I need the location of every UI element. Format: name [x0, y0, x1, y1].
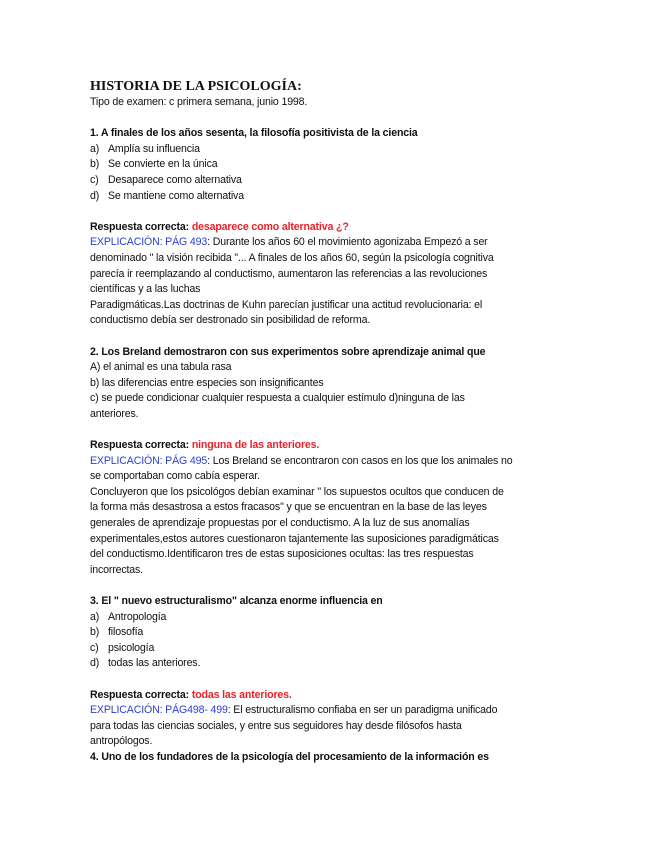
exam-subtitle: Tipo de examen: c primera semana, junio 1998.	[90, 96, 308, 108]
q3-option-a: a) Antropología	[90, 610, 167, 623]
q3-explanation-line: antropólogos.	[90, 735, 153, 748]
spacer	[90, 672, 540, 688]
q3-option-c: c) psicología	[90, 641, 155, 654]
q2-explanation-line: la forma más desastrosa a estos fracasos" y que se encuentran en la base de las leyes	[90, 501, 487, 514]
q2-explanation-line: incorrectas.	[90, 563, 143, 576]
q2-explanation-line: del conductismo.Identificaron tres de estas suposiciones ocultas: las tres respuestas	[90, 548, 474, 561]
q2-explanation-line: experimentales,estos autores cuestionaron tajantemente las suposiciones paradigmáticas	[90, 532, 499, 545]
question-4: 4. Uno de los fundadores de la psicología del procesamiento de la información es	[90, 750, 489, 763]
q1-option-d: d) Se mantiene como alternativa	[90, 189, 244, 202]
question-3: 3. El " nuevo estructuralismo" alcanza enorme influencia en	[90, 595, 383, 607]
q1-explanation-line: Paradigmáticas.Las doctrinas de Kuhn parecían justificar una actitud revolucionaria: el	[90, 298, 483, 311]
document-title: HISTORIA DE LA PSICOLOGÍA:	[90, 79, 302, 94]
q1-explanation-line: científicas y a las luchas	[90, 283, 201, 296]
spacer	[90, 111, 540, 127]
q2-explanation-line: generales de aprendizaje propuestas por el conductismo. A la luz de sus anomalías	[90, 517, 470, 530]
q2-option-d-cont: anteriores.	[90, 407, 139, 420]
q1-option-a: a) Amplía su influencia	[90, 142, 200, 155]
q1-explanation-line: denominado " la visión recibida "... A finales de los años 60, según la psicología cognitiva	[90, 251, 494, 264]
q1-option-c: c) Desaparece como alternativa	[90, 173, 242, 186]
q1-explanation-line: parecía ir reemplazando al conductismo, aumentaron las referencias a las revoluciones	[90, 267, 488, 280]
question-1: 1. A finales de los años sesenta, la filosofía positivista de la ciencia	[90, 127, 418, 140]
q1-explanation-line: EXPLICACIÓN: PÁG 493: Durante los años 60 el movimiento agonizaba Empezó a ser	[90, 236, 488, 249]
spacer	[90, 204, 540, 220]
q3-explanation-line: para todas las ciencias sociales, y entre sus seguidores hay desde filósofos hasta	[90, 719, 462, 732]
spacer	[90, 578, 540, 594]
q1-explanation-label: EXPLICACIÓN: PÁG 493	[90, 236, 208, 249]
q2-explanation-label: EXPLICACIÓN: PÁG 495	[90, 454, 208, 467]
q2-answer: Respuesta correcta: ninguna de las anteriores.	[90, 439, 320, 452]
q3-explanation-line: EXPLICACIÓN: PÁG498- 499: El estructuralismo confiaba en ser un paradigma unificado	[90, 704, 498, 717]
q1-option-b: b) Se convierte en la única	[90, 158, 218, 171]
q2-explanation-line: Concluyeron que los psicológos debían examinar " los supuestos ocultos que conducen de	[90, 485, 504, 498]
q3-answer: Respuesta correcta: todas las anteriores.	[90, 688, 292, 701]
q3-explanation-label: EXPLICACIÓN: PÁG498- 499	[90, 704, 228, 717]
q2-option-b: b) las diferencias entre especies son insignificantes	[90, 376, 324, 389]
q2-explanation-line: se comportaban como cabía esperar.	[90, 470, 260, 483]
q1-explanation-line: conductismo debía ser destronado sin posibilidad de reforma.	[90, 314, 371, 327]
q2-explanation-line: EXPLICACIÓN: PÁG 495: Los Breland se encontraron con casos en los que los animales no	[90, 454, 513, 467]
q1-answer: Respuesta correcta: desaparece como alternativa ¿?	[90, 220, 349, 233]
spacer	[90, 329, 540, 345]
question-2: 2. Los Breland demostraron con sus experimentos sobre aprendizaje animal que	[90, 345, 486, 358]
document-page	[90, 78, 540, 766]
q2-option-a: A) el animal es una tabula rasa	[90, 361, 232, 374]
spacer	[90, 422, 540, 438]
q3-option-b: b) filosofía	[90, 626, 144, 639]
q2-option-c-d: c) se puede condicionar cualquier respuesta a cualquier estímulo d)ninguna de las	[90, 392, 465, 405]
q3-option-d: d) todas las anteriores.	[90, 657, 201, 670]
